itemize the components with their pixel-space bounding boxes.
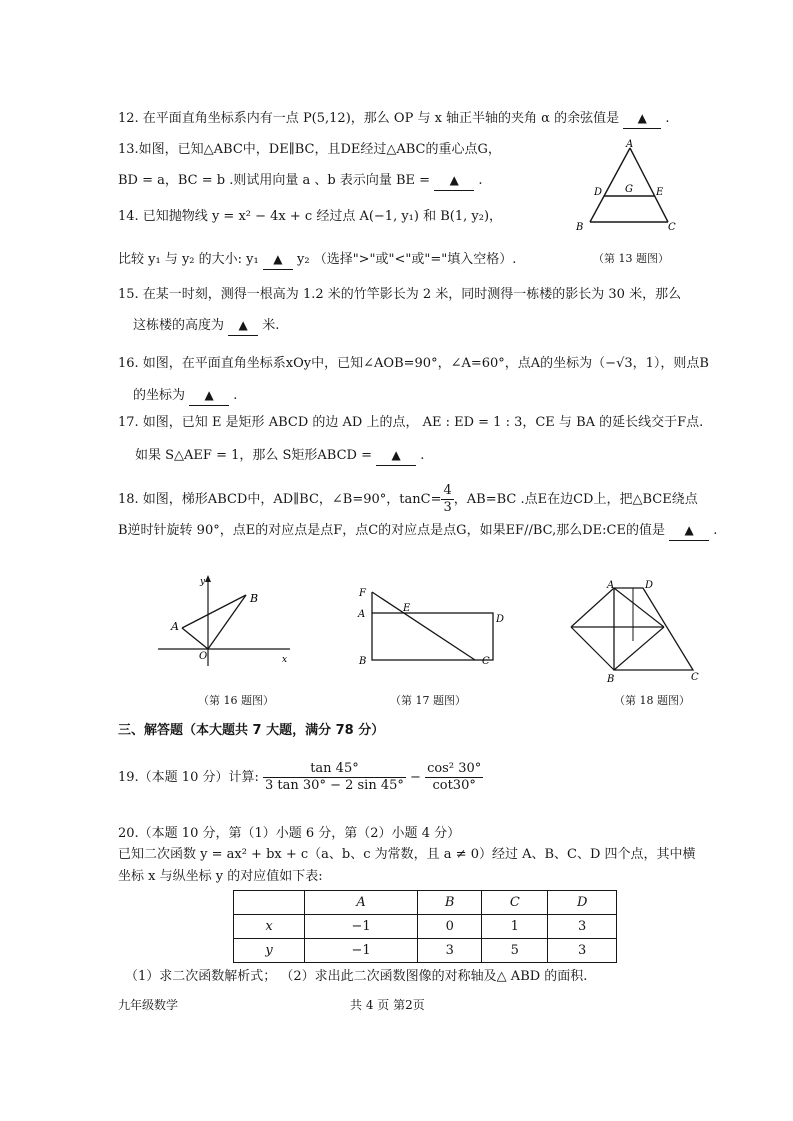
answer-triangle-icon: ▲ <box>391 448 401 462</box>
figure-13 <box>568 138 680 238</box>
minus-sign: − <box>410 770 421 785</box>
fig16-label-O: O <box>199 651 208 662</box>
q17-line2 <box>135 446 424 466</box>
fig18-label-D: D <box>645 580 654 591</box>
table-cell: A <box>305 891 418 915</box>
q14-line1: 14. 已知抛物线 y = x² − 4x + c 经过点 A(−1, y₁) 和 B(1, y₂)， <box>118 209 503 224</box>
fig16-label-y: y <box>200 577 206 587</box>
fig17-label-B: B <box>359 656 367 667</box>
fig17-caption: （第 17 题图） <box>390 694 466 707</box>
fig17-label-E: E <box>403 603 411 614</box>
fraction-numerator: 4 <box>443 483 452 498</box>
q17-text: 如果 S△AEF = 1，那么 S矩形ABCD = <box>135 448 372 463</box>
answer-triangle-icon: ▲ <box>273 252 283 266</box>
q13-period: . <box>478 173 483 188</box>
fraction-denominator: 3 <box>443 500 452 515</box>
q17-answer-blank[interactable] <box>376 446 416 466</box>
table-cell: x <box>234 915 305 939</box>
value-table <box>233 890 617 963</box>
fig17-label-F: F <box>359 588 366 599</box>
fig13-label-G: G <box>625 184 633 195</box>
q16-line2 <box>133 386 237 406</box>
table-cell: 1 <box>482 915 548 939</box>
q20-line1: 已知二次函数 y = ax² + bx + c（a、b、c 为常数，且 a ≠ 0）经过 A、B、C、D 四个点，其中横 <box>118 847 696 862</box>
q20-line2: 坐标 x 与纵坐标 y 的对应值如下表: <box>118 869 323 884</box>
fig16-label-A: A <box>171 620 179 633</box>
fig18-label-C: C <box>691 672 699 683</box>
fraction-numerator: cos² 30° <box>427 761 482 776</box>
q15-text-after: 米. <box>262 318 280 333</box>
fig18-caption: （第 18 题图） <box>614 694 690 707</box>
table-cell: C <box>482 891 548 915</box>
q14-line2 <box>118 250 516 270</box>
q14-answer-blank[interactable] <box>263 250 293 270</box>
table-row <box>234 939 617 963</box>
fig13-caption: （第 13 题图） <box>593 252 669 265</box>
figure-17 <box>350 580 510 672</box>
answer-triangle-icon: ▲ <box>684 523 694 537</box>
q18-line1 <box>118 480 698 520</box>
q12-period: . <box>665 111 670 126</box>
table-cell: 3 <box>418 939 482 963</box>
table-cell: y <box>234 939 305 963</box>
q18-text2: B逆时针旋转 90°，点E的对应点是点F，点C的对应点是点G，如果EF//BC,那么DE:CE的值是 <box>118 523 665 538</box>
table-cell: 3 <box>548 939 617 963</box>
table-header-row <box>234 891 617 915</box>
answer-triangle-icon: ▲ <box>637 111 647 125</box>
q16-line1: 16. 如图，在平面直角坐标系xOy中，已知∠AOB=90°，∠A=60°，点A的坐标为（−√3，1），则点B <box>118 356 709 371</box>
fig18-label-B: B <box>607 674 615 684</box>
q15-line1: 15. 在某一时刻，测得一根高为 1.2 米的竹竿影长为 2 米，同时测得一栋楼的影长为 30 米，那么 <box>118 287 682 302</box>
section3-heading: 三、解答题（本大题共 7 大题，满分 78 分） <box>118 723 385 738</box>
q19-fraction-2 <box>425 761 483 794</box>
fig16-caption: （第 16 题图） <box>198 694 274 707</box>
fig16-label-x: x <box>282 655 288 665</box>
q19-fraction-1 <box>263 761 406 794</box>
table-cell: B <box>418 891 482 915</box>
q13-line1: 13.如图，已知△ABC中，DE∥BC，且DE经过△ABC的重心点G， <box>118 142 501 157</box>
fraction-denominator: cot30° <box>432 778 476 793</box>
q17-period: . <box>420 448 425 463</box>
q15-line2 <box>133 316 279 336</box>
fig13-label-D: D <box>594 187 603 198</box>
answer-triangle-icon: ▲ <box>449 173 459 187</box>
fig17-label-A: A <box>358 609 366 620</box>
q18-line2 <box>118 521 717 541</box>
table-cell: 0 <box>418 915 482 939</box>
fig17-label-D: D <box>496 614 505 625</box>
footer-page-number: 共 4 页 第2页 <box>350 998 425 1012</box>
figure-18 <box>563 576 713 684</box>
answer-triangle-icon: ▲ <box>204 388 214 402</box>
q12-answer-blank[interactable] <box>623 109 661 129</box>
fig13-label-A: A <box>626 139 634 150</box>
q13-line2 <box>118 171 482 191</box>
answer-triangle-icon: ▲ <box>238 318 248 332</box>
fig13-label-B: B <box>576 222 584 233</box>
fraction-denominator: 3 tan 30° − 2 sin 45° <box>265 778 404 793</box>
footer-subject: 九年级数学 <box>118 998 179 1012</box>
q18-text: 18. 如图，梯形ABCD中，AD∥BC，∠B=90°，tanC= <box>118 492 442 507</box>
table-cell: −1 <box>305 915 418 939</box>
q16-period: . <box>233 388 238 403</box>
q20-head: 20.（本题 10 分，第（1）小题 6 分，第（2）小题 4 分） <box>118 826 461 841</box>
fraction-numerator: tan 45° <box>263 761 406 778</box>
q15-answer-blank[interactable] <box>228 316 258 336</box>
q15-text: 这栋楼的高度为 <box>133 318 225 333</box>
table-row <box>234 915 617 939</box>
fig17-label-C: C <box>482 656 490 667</box>
q12-text: 12. 在平面直角坐标系内有一点 P(5,12)，那么 OP 与 x 轴正半轴的夹角 α 的余弦值是 <box>118 111 620 126</box>
fig13-label-E: E <box>656 187 664 198</box>
tan-c-fraction <box>441 483 453 516</box>
q18-text-after: ，AB=BC .点E在边CD上，把△BCE绕点 <box>453 492 698 507</box>
fig16-label-B: B <box>250 592 259 605</box>
q16-answer-blank[interactable] <box>189 386 229 406</box>
table-cell: D <box>548 891 617 915</box>
q14-text: 比较 y₁ 与 y₂ 的大小: y₁ <box>118 252 259 267</box>
table-cell: −1 <box>305 939 418 963</box>
q12-line <box>118 109 670 129</box>
q18-answer-blank[interactable] <box>669 521 709 541</box>
q18-period: . <box>713 523 718 538</box>
q16-text: 的坐标为 <box>133 388 186 403</box>
q19-line <box>118 758 483 798</box>
q13-answer-blank[interactable] <box>434 171 474 191</box>
table-cell: 3 <box>548 915 617 939</box>
figure-16 <box>150 570 300 670</box>
q14-text-after: y₂ （选择">"或"<"或"="填入空格）. <box>297 252 517 267</box>
table-cell <box>234 891 305 915</box>
q13-text: BD = a，BC = b .则试用向量 a 、b 表示向量 BE = <box>118 173 431 188</box>
fig13-label-C: C <box>668 222 676 233</box>
q17-line1: 17. 如图，已知 E 是矩形 ABCD 的边 AD 上的点， AE : ED = 1 : 3，CE 与 BA 的延长线交于F点. <box>118 415 704 430</box>
fig18-label-A: A <box>607 580 615 591</box>
q20-subquestions: （1）求二次函数解析式； （2）求出此二次函数图像的对称轴及△ ABD 的面积. <box>125 969 588 984</box>
q19-text: 19.（本题 10 分）计算: <box>118 770 259 785</box>
table-cell: 5 <box>482 939 548 963</box>
